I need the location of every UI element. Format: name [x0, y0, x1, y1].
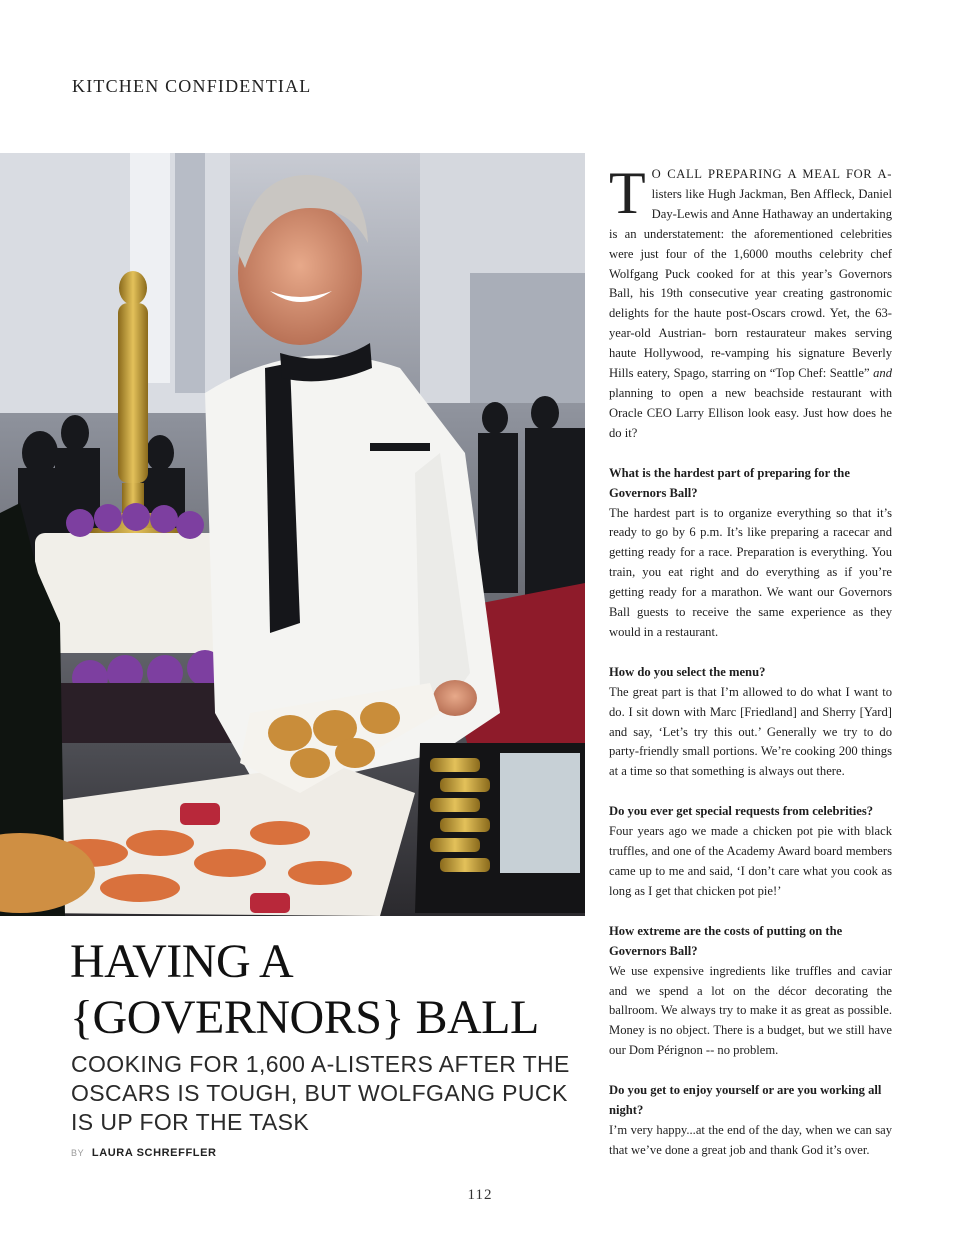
qa-block [609, 1081, 892, 1161]
drop-cap: T [609, 160, 646, 226]
intro-paragraph [609, 160, 892, 444]
byline-prefix: BY [71, 1148, 85, 1158]
intro-body: listers like Hugh Jackman, Ben Affleck, Daniel Day-Lewis and Anne Hathaway an undertaking is an understatement: the aforementioned celebrities were just four of the 1,6000 mouths celebrity chef Wolfgang Puck cooked for at this year’s Governors Ball, his 19th consecutive year creating gastronomic delights for the haute post-Oscars crowd. Yet, the 63-year-old Austrian- born restaurateur makes serving haute Hollywood, re-vamping his signature Beverly Hills eatery, Spago, starring on “Top Chef: Seattle” [609, 186, 892, 381]
answer: Four years ago we made a chicken pot pie with black truffles, and one of the Academy Award board members came up to me and said, ‘I don’t care what you cook as long as I get that chicken pot pie!’ [609, 824, 892, 898]
headline-line-1: HAVING A [70, 935, 294, 988]
answer: We use expensive ingredients like truffles and caviar and we spend a lot on the décor decorating the ballroom. We always try to make it as great as possible. Money is no object. There is a budget, but we still have our Dom Pérignon -- no problem. [609, 963, 892, 1058]
qa-block [609, 464, 892, 643]
question: How do you select the menu? [609, 664, 766, 679]
question: Do you ever get special requests from celebrities? [609, 804, 874, 819]
byline-author: LAURA SCHREFFLER [91, 1147, 217, 1159]
byline [71, 1147, 217, 1159]
qa-block [609, 663, 892, 782]
question: How extreme are the costs of putting on the Governors Ball? [609, 923, 843, 958]
deck-subtitle: COOKING FOR 1,600 A-LISTERS AFTER THE OSCARS IS TOUGH, BUT WOLFGANG PUCK IS UP FOR THE TASK [71, 1051, 570, 1135]
question: Do you get to enjoy yourself or are you working all night? [609, 1083, 882, 1118]
intro-lead-caps: O CALL PREPARING A MEAL FOR A- [651, 167, 892, 181]
answer: The great part is that I’m allowed to do what I want to do. I sit down with Marc [Friedland] and Sherry [Yard] and say, ‘Let’s try this out.’ Generally we try to do party-friendly small portions. We’re cooking 200 things at a time so that something is always out there. [609, 684, 892, 779]
chef-photo [0, 153, 585, 916]
section-label: KITCHEN CONFIDENTIAL [72, 76, 312, 96]
intro-italic: and [873, 366, 892, 381]
answer: The hardest part is to organize everything so that it’s ready to go by 6 p.m. It’s like preparing a racecar and getting ready for a race. Preparation is everything. You train, you eat right and do everything as if you’re getting ready for a marathon. We want our Governors Ball guests to receive the same experience as they would in a restaurant. [609, 505, 892, 639]
article-body [609, 160, 892, 1161]
page-number: 112 [467, 1187, 493, 1203]
question: What is the hardest part of preparing for the Governors Ball? [609, 465, 850, 500]
intro-body-end: planning to open a new beachside restaurant with Oracle CEO Larry Ellison look easy. Just how does he do it? [609, 385, 892, 440]
answer: I’m very happy...at the end of the day, when we can say that we’ve done a great job and thank God it’s over. [609, 1122, 892, 1157]
qa-block [609, 802, 892, 902]
headline-line-2: {GOVERNORS} BALL [70, 991, 539, 1044]
qa-block [609, 922, 892, 1061]
headline [70, 934, 570, 1046]
